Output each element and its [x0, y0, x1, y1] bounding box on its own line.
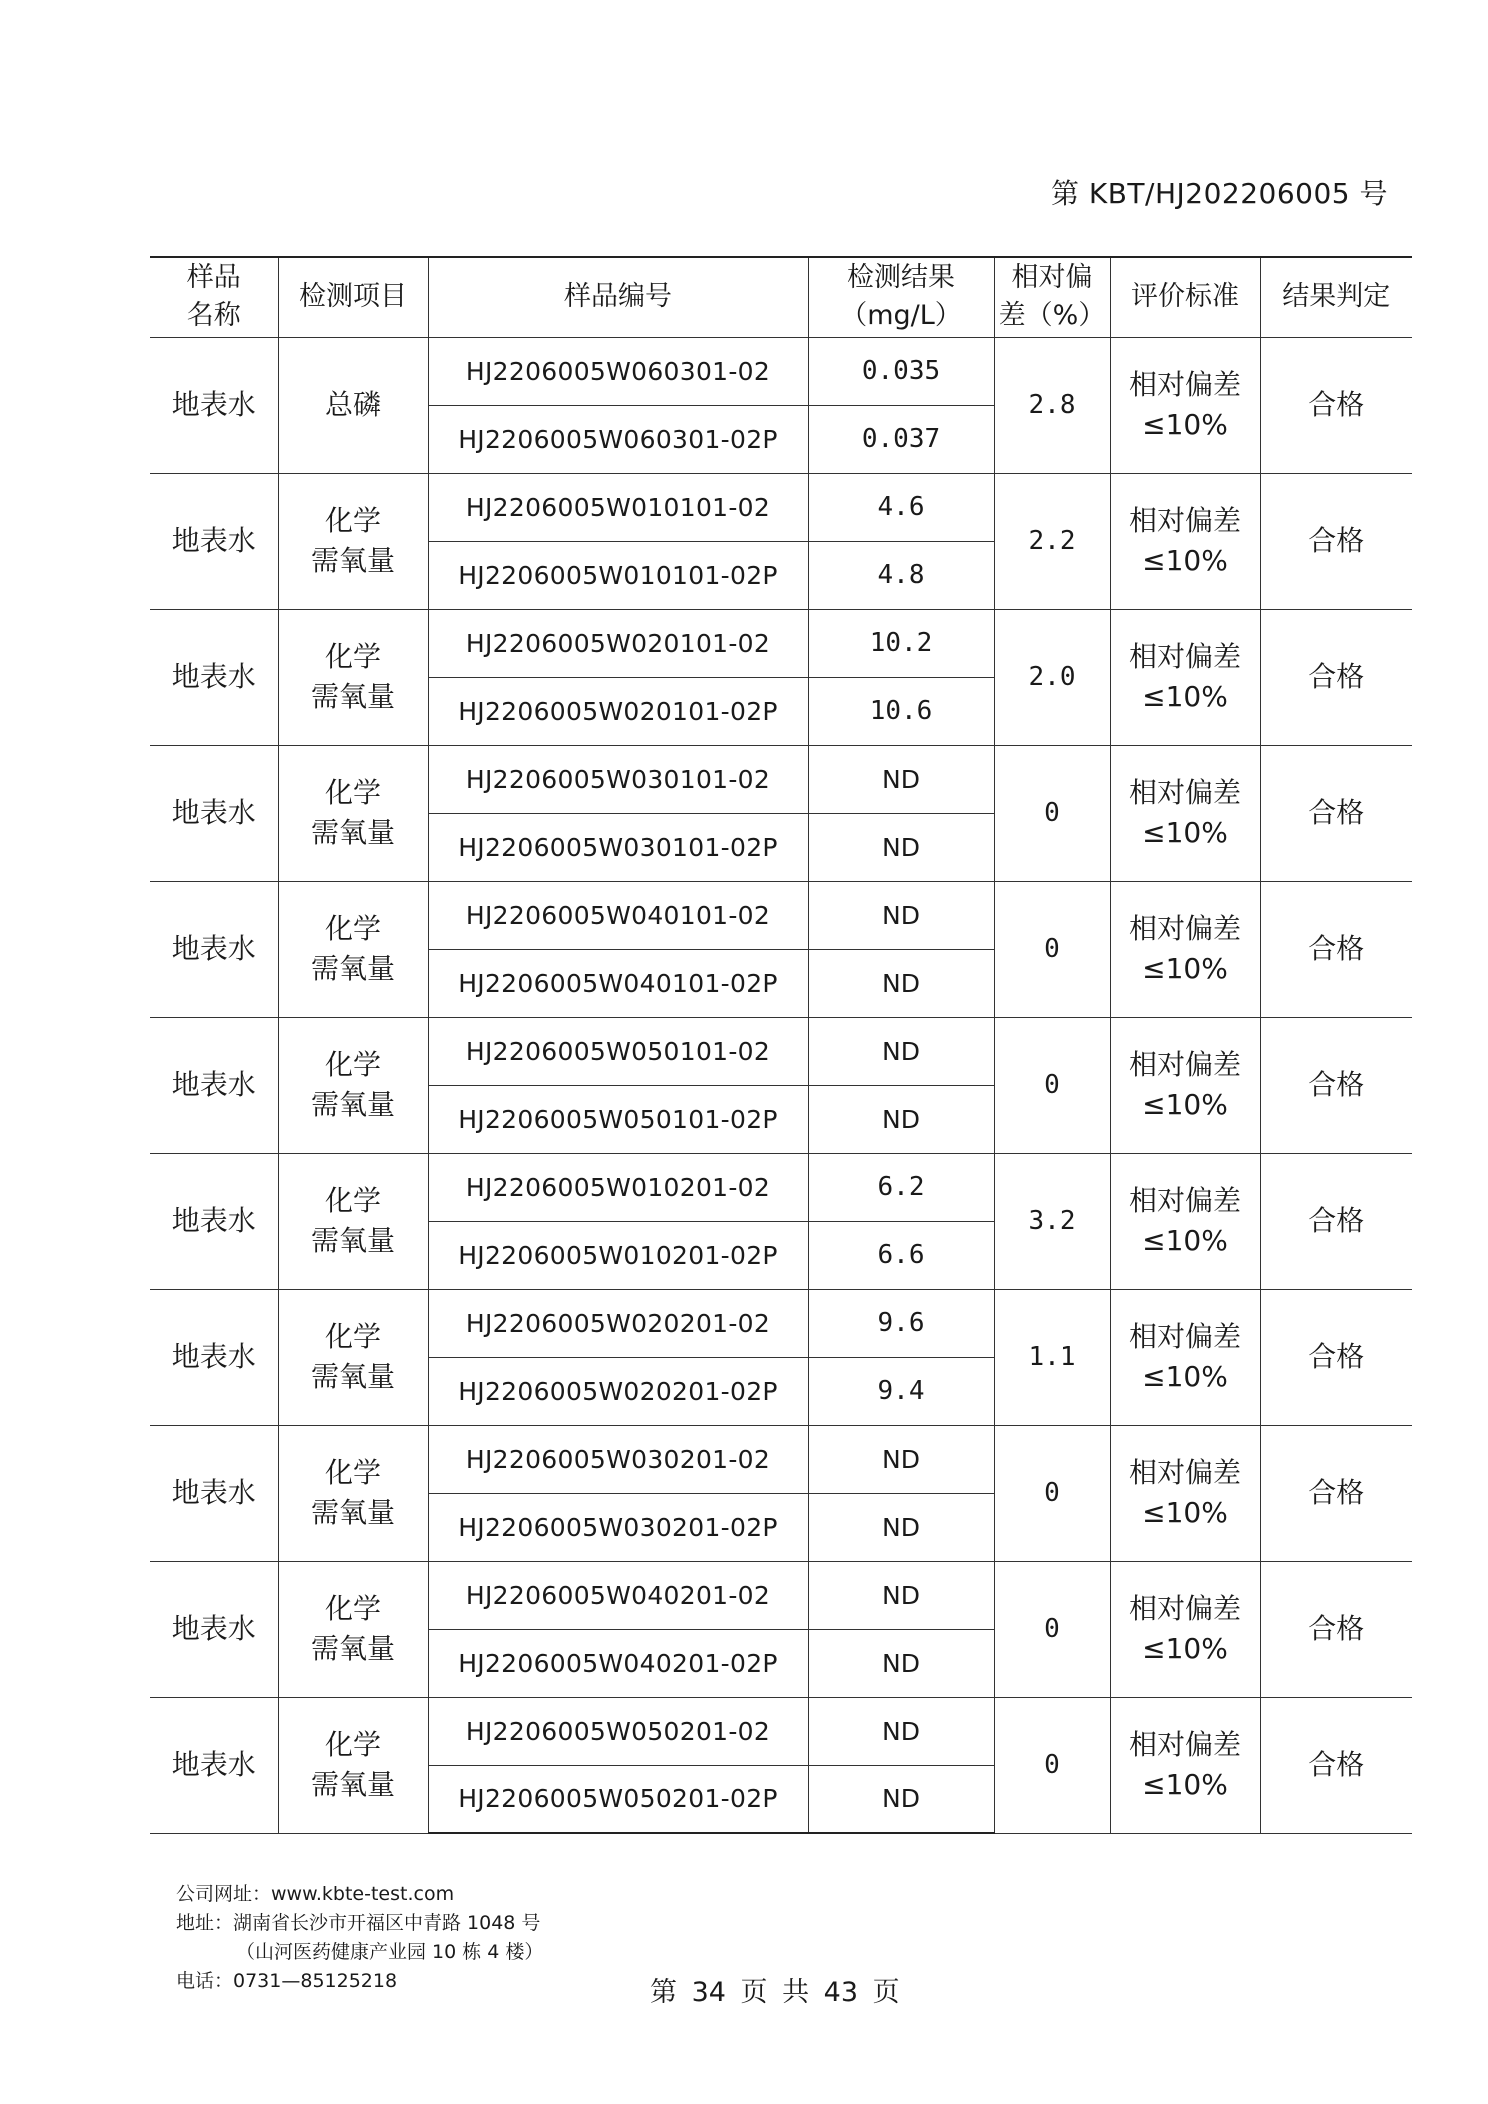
sample-id-cell: HJ2206005W010101-02P: [428, 541, 808, 609]
result-cell: 0.035: [808, 337, 994, 405]
table-row: [150, 473, 1412, 541]
sample-name-cell: 地表水: [150, 473, 278, 609]
sample-name-cell: 地表水: [150, 1289, 278, 1425]
sample-id-cell: HJ2206005W050201-02P: [428, 1765, 808, 1833]
header-sample-name: 样品 名称: [150, 257, 278, 337]
result-cell: 10.2: [808, 609, 994, 677]
header-judgement: 结果判定: [1260, 257, 1412, 337]
judgement-cell: 合格: [1260, 745, 1412, 881]
test-item-cell: 化学 需氧量: [278, 1561, 428, 1697]
report-number: 第 KBT/HJ202206005 号: [1050, 177, 1388, 210]
sample-id-cell: HJ2206005W020101-02P: [428, 677, 808, 745]
table-row: [150, 1697, 1412, 1765]
header-relative-deviation: 相对偏 差（%）: [994, 257, 1110, 337]
sample-name-cell: 地表水: [150, 1017, 278, 1153]
result-cell: ND: [808, 1493, 994, 1561]
sample-id-cell: HJ2206005W010101-02: [428, 473, 808, 541]
table-header-row: [150, 257, 1412, 337]
relative-deviation-cell: 2.8: [994, 337, 1110, 473]
standard-cell: 相对偏差 ≤10%: [1110, 881, 1260, 1017]
result-cell: 4.6: [808, 473, 994, 541]
standard-cell: 相对偏差 ≤10%: [1110, 473, 1260, 609]
relative-deviation-cell: 0: [994, 881, 1110, 1017]
table-row: [150, 609, 1412, 677]
sample-id-cell: HJ2206005W020201-02P: [428, 1357, 808, 1425]
standard-cell: 相对偏差 ≤10%: [1110, 1425, 1260, 1561]
sample-name-cell: 地表水: [150, 1425, 278, 1561]
standard-cell: 相对偏差 ≤10%: [1110, 745, 1260, 881]
table-row: [150, 337, 1412, 405]
judgement-cell: 合格: [1260, 609, 1412, 745]
sample-id-cell: HJ2206005W030101-02P: [428, 813, 808, 881]
header-sample-id: 样品编号: [428, 257, 808, 337]
result-cell: ND: [808, 745, 994, 813]
test-item-cell: 化学 需氧量: [278, 1017, 428, 1153]
judgement-cell: 合格: [1260, 1697, 1412, 1833]
results-table: [150, 256, 1412, 1834]
table-row: [150, 745, 1412, 813]
table-row: [150, 1017, 1412, 1085]
test-item-cell: 化学 需氧量: [278, 1425, 428, 1561]
sample-id-cell: HJ2206005W060301-02: [428, 337, 808, 405]
result-cell: ND: [808, 1085, 994, 1153]
judgement-cell: 合格: [1260, 881, 1412, 1017]
footer-address: 地址：湖南省长沙市开福区中青路 1048 号: [176, 1912, 541, 1934]
result-cell: ND: [808, 881, 994, 949]
sample-id-cell: HJ2206005W040201-02P: [428, 1629, 808, 1697]
result-cell: ND: [808, 813, 994, 881]
result-cell: 4.8: [808, 541, 994, 609]
sample-name-cell: 地表水: [150, 881, 278, 1017]
judgement-cell: 合格: [1260, 337, 1412, 473]
result-cell: ND: [808, 1425, 994, 1493]
table-row: [150, 1561, 1412, 1629]
sample-id-cell: HJ2206005W040201-02: [428, 1561, 808, 1629]
result-cell: ND: [808, 1561, 994, 1629]
standard-cell: 相对偏差 ≤10%: [1110, 1153, 1260, 1289]
result-cell: 10.6: [808, 677, 994, 745]
relative-deviation-cell: 3.2: [994, 1153, 1110, 1289]
sample-id-cell: HJ2206005W050201-02: [428, 1697, 808, 1765]
table-row: [150, 1289, 1412, 1357]
judgement-cell: 合格: [1260, 1425, 1412, 1561]
standard-cell: 相对偏差 ≤10%: [1110, 337, 1260, 473]
result-cell: 0.037: [808, 405, 994, 473]
result-cell: 9.4: [808, 1357, 994, 1425]
page-number: 第 34 页 共 43 页: [650, 1977, 900, 2008]
relative-deviation-cell: 0: [994, 1425, 1110, 1561]
result-cell: 6.2: [808, 1153, 994, 1221]
footer-phone: 电话：0731—85125218: [176, 1970, 398, 1992]
result-cell: 9.6: [808, 1289, 994, 1357]
sample-name-cell: 地表水: [150, 337, 278, 473]
sample-id-cell: HJ2206005W030201-02P: [428, 1493, 808, 1561]
test-item-cell: 化学 需氧量: [278, 1697, 428, 1833]
standard-cell: 相对偏差 ≤10%: [1110, 1289, 1260, 1425]
relative-deviation-cell: 0: [994, 1697, 1110, 1833]
result-cell: ND: [808, 1765, 994, 1833]
sample-id-cell: HJ2206005W030101-02: [428, 745, 808, 813]
header-standard: 评价标准: [1110, 257, 1260, 337]
test-item-cell: 化学 需氧量: [278, 745, 428, 881]
judgement-cell: 合格: [1260, 1561, 1412, 1697]
sample-id-cell: HJ2206005W020201-02: [428, 1289, 808, 1357]
sample-name-cell: 地表水: [150, 609, 278, 745]
sample-id-cell: HJ2206005W020101-02: [428, 609, 808, 677]
standard-cell: 相对偏差 ≤10%: [1110, 609, 1260, 745]
result-cell: ND: [808, 1629, 994, 1697]
sample-id-cell: HJ2206005W010201-02: [428, 1153, 808, 1221]
sample-id-cell: HJ2206005W050101-02P: [428, 1085, 808, 1153]
judgement-cell: 合格: [1260, 1289, 1412, 1425]
sample-id-cell: HJ2206005W040101-02: [428, 881, 808, 949]
sample-id-cell: HJ2206005W050101-02: [428, 1017, 808, 1085]
relative-deviation-cell: 2.0: [994, 609, 1110, 745]
header-item: 检测项目: [278, 257, 428, 337]
sample-name-cell: 地表水: [150, 745, 278, 881]
table-row: [150, 1153, 1412, 1221]
test-item-cell: 化学 需氧量: [278, 1153, 428, 1289]
sample-id-cell: HJ2206005W030201-02: [428, 1425, 808, 1493]
sample-id-cell: HJ2206005W010201-02P: [428, 1221, 808, 1289]
footer-website: 公司网址：www.kbte-test.com: [176, 1883, 455, 1905]
footer-address-detail: （山河医药健康产业园 10 栋 4 楼）: [236, 1941, 544, 1963]
standard-cell: 相对偏差 ≤10%: [1110, 1561, 1260, 1697]
sample-name-cell: 地表水: [150, 1697, 278, 1833]
standard-cell: 相对偏差 ≤10%: [1110, 1017, 1260, 1153]
test-item-cell: 化学 需氧量: [278, 473, 428, 609]
relative-deviation-cell: 0: [994, 1017, 1110, 1153]
sample-name-cell: 地表水: [150, 1561, 278, 1697]
test-item-cell: 化学 需氧量: [278, 1289, 428, 1425]
footer-contact: [176, 1880, 543, 1996]
standard-cell: 相对偏差 ≤10%: [1110, 1697, 1260, 1833]
judgement-cell: 合格: [1260, 473, 1412, 609]
judgement-cell: 合格: [1260, 1153, 1412, 1289]
table-row: [150, 1425, 1412, 1493]
test-item-cell: 化学 需氧量: [278, 609, 428, 745]
relative-deviation-cell: 2.2: [994, 473, 1110, 609]
sample-id-cell: HJ2206005W060301-02P: [428, 405, 808, 473]
relative-deviation-cell: 0: [994, 1561, 1110, 1697]
sample-id-cell: HJ2206005W040101-02P: [428, 949, 808, 1017]
sample-name-cell: 地表水: [150, 1153, 278, 1289]
result-cell: ND: [808, 1697, 994, 1765]
judgement-cell: 合格: [1260, 1017, 1412, 1153]
result-cell: 6.6: [808, 1221, 994, 1289]
relative-deviation-cell: 1.1: [994, 1289, 1110, 1425]
relative-deviation-cell: 0: [994, 745, 1110, 881]
result-cell: ND: [808, 949, 994, 1017]
test-item-cell: 化学 需氧量: [278, 881, 428, 1017]
test-item-cell: 总磷: [278, 337, 428, 473]
header-result: 检测结果 （mg/L）: [808, 257, 994, 337]
table-row: [150, 881, 1412, 949]
result-cell: ND: [808, 1017, 994, 1085]
